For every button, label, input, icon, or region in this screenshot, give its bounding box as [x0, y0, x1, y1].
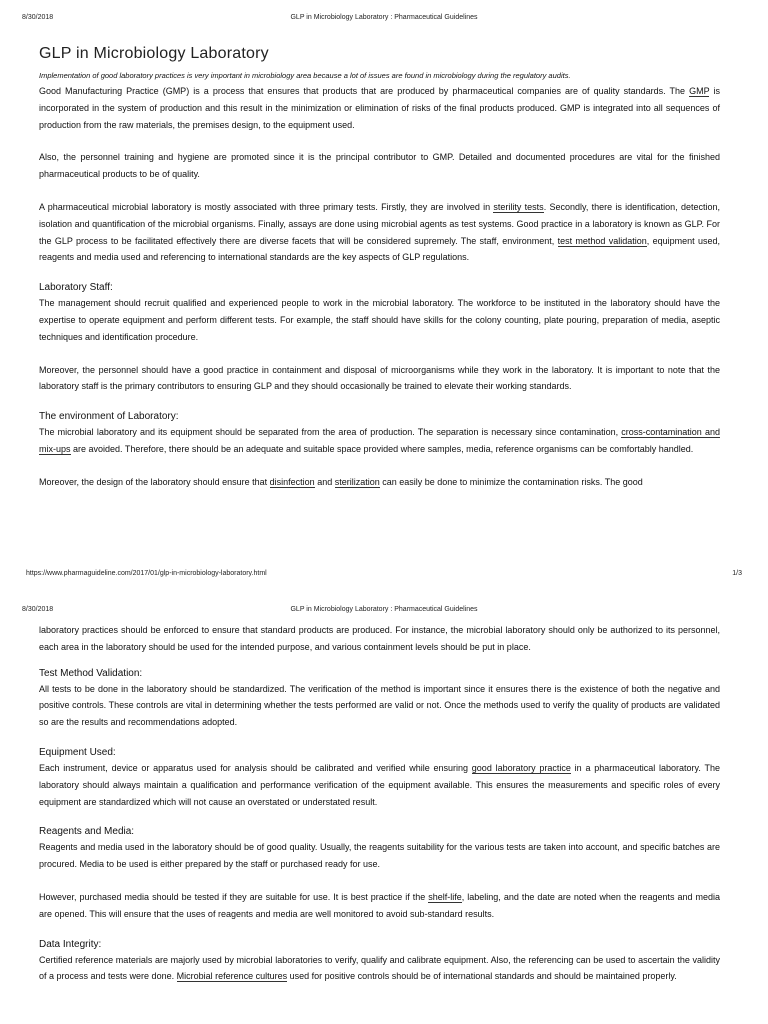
paragraph-reagents-1: Reagents and media used in the laboratory should be of good quality. Usually, the reagents suitability for the various tests are taken into account, and specific batches are procured. Media to be used is either prepared by the staff or purchased ready for use. — [39, 842, 720, 870]
paragraph-practices: laboratory practices should be enforced to ensure that standard products are produced. For instance, the microbial laboratory should only be authorized to its personnel, each area in the laboratory should be used for the intended purpose, and various containment levels should be put in place. — [39, 625, 720, 652]
text-run: Moreover, the design of the laboratory should ensure that — [39, 476, 270, 487]
section-heading-equipment: Equipment Used: — [39, 746, 116, 758]
print-title: GLP in Microbiology Laboratory : Pharmaceutical Guidelines — [290, 606, 478, 613]
text-run: Good Manufacturing Practice (GMP) is a process that ensures that products that are produced by pharmaceutical companies are of quality standards. The — [39, 86, 690, 96]
section-heading-reagents-media: Reagents and Media: — [39, 826, 135, 838]
paragraph-staff-1: The management should recruit qualified and experienced people to work in the microbial laboratory. The workforce to be instituted in the laboratory should have the expertise to operate equipment and perform different tests. For example, the staff should have skills for the colony counting, plate pouring, preparation of media, aseptic techniques and identification procedure. — [39, 298, 720, 342]
text-run: used for positive controls should be of international standards and should be maintained properly. — [287, 971, 677, 982]
text-run: , equipment used, reagents and media used and referencing to international standards are the key aspects of GLP regulations. — [39, 235, 720, 263]
cross-contamination-link[interactable]: cross-contamination and mix-ups — [39, 427, 720, 454]
disinfection-link[interactable]: disinfection — [269, 476, 315, 487]
test-method-validation-link[interactable]: test method validation — [557, 235, 647, 246]
paragraph-staff-2: Moreover, the personnel should have a good practice in containment and disposal of microorganisms while they work in the laboratory. It is important to note that the laboratory staff is the primary contributors to ensuring GLP and they should occasionally be trained to elevate their working standards. — [39, 364, 720, 392]
text-run: . Secondly, there is identification, detection, isolation and quantification of the microbial organisms. Finally, assays are done using microbial agents as test systems. Good practice in a laboratory is known as GLP. For the GLP process to be facilitated effectively there are diverse facets that will be considered supremely. The staff, environment, — [39, 201, 720, 246]
text-run: Each instrument, device or apparatus used for analysis should be calibrated and verified while ensuring — [39, 762, 472, 773]
gmp-link[interactable]: GMP — [689, 86, 710, 96]
section-heading-test-method-validation: Test Method Validation: — [39, 667, 143, 679]
text-run: However, purchased media should be tested if they are suitable for use. It is best practice if the — [39, 891, 429, 902]
paragraph-environment-2 — [39, 474, 720, 491]
article-content — [39, 45, 720, 507]
section-heading-environment: The environment of Laboratory: — [39, 411, 179, 423]
text-run: Certified reference materials are majorly used by microbial laboratories to verify, qualify and calibrate equipment. Also, the referencing can be used to ascertain the validity of a process and tests were done. — [39, 954, 720, 982]
page-separator — [0, 590, 768, 600]
print-date: 8/30/2018 — [22, 606, 54, 613]
page-url: https://www.pharmaguideline.com/2017/01/glp-in-microbiology-laboratory.html — [26, 570, 267, 577]
paragraph-equipment — [39, 760, 720, 810]
article-intro: Implementation of good laboratory practices is very important in microbiology area because a lot of issues are found in microbiology during the regulatory audits. — [39, 71, 571, 80]
paragraph-environment-1 — [39, 424, 720, 458]
section-heading-staff: Laboratory Staff: — [39, 282, 113, 294]
sterility-tests-link[interactable]: sterility tests — [493, 201, 544, 212]
print-date: 8/30/2018 — [22, 14, 54, 21]
paragraph-test-method-validation: All tests to be done in the laboratory should be standardized. The verification of the method is important since it ensures there is the existence of both the negative and positive controls. These controls are vital in determining whether the tests performed are valid or not. Once the methods used to verify the quality of products are validated so are the results and recommendations adopted. — [39, 683, 720, 728]
good-laboratory-practice-link[interactable]: good laboratory practice — [471, 762, 571, 773]
article-title: GLP in Microbiology Laboratory — [39, 45, 269, 62]
paragraph-reagents-2 — [39, 889, 720, 923]
paragraph-gmp — [39, 83, 720, 133]
text-run: , labeling, and the date are noted when the reagents and media are opened. This will ensure that the uses of reagents and media are well monitored to avoid sub-standard results. — [39, 891, 720, 919]
paragraph-data-integrity — [39, 952, 720, 986]
text-run: in a pharmaceutical laboratory. The laboratory should always maintain a qualification and performance verification of the equipment available. This ensures the measurements and specific roles of every equipment are standardized which will not cause an overstated or understated result. — [39, 762, 720, 807]
section-heading-data-integrity: Data Integrity: — [39, 938, 102, 950]
document-page-2 — [0, 600, 768, 1024]
text-run: A pharmaceutical microbial laboratory is mostly associated with three primary tests. Firstly, they are involved in — [39, 201, 494, 212]
paragraph-tests — [39, 199, 720, 266]
paragraph-training: Also, the personnel training and hygiene are promoted since it is the principal contributor to GMP. Detailed and documented procedures are vital for the finished pharmaceutical products to be of quality. — [39, 152, 720, 180]
shelf-life-link[interactable]: shelf-life — [428, 891, 462, 902]
text-run: is incorporated in the system of production and this result in the minimization or elimination of risks of the final products produced. GMP is integrated into all sequences of production from the raw materials, the premises design, to the equipment used. — [39, 86, 720, 130]
text-run: The microbial laboratory and its equipment should be separated from the area of production. The separation is necessary since contamination, — [39, 427, 622, 438]
text-run: are avoided. Therefore, there should be an adequate and suitable space provided where samples, media, reference organisms can be comfortably handled. — [70, 443, 694, 454]
article-content-continued — [39, 622, 720, 1001]
page-number: 1/3 — [732, 570, 742, 577]
text-run: and — [314, 476, 335, 487]
print-title: GLP in Microbiology Laboratory : Pharmaceutical Guidelines — [290, 14, 478, 21]
text-run: can easily be done to minimize the contamination risks. The good — [379, 476, 643, 487]
sterilization-link[interactable]: sterilization — [334, 476, 380, 487]
microbial-reference-cultures-link[interactable]: Microbial reference cultures — [176, 971, 288, 982]
